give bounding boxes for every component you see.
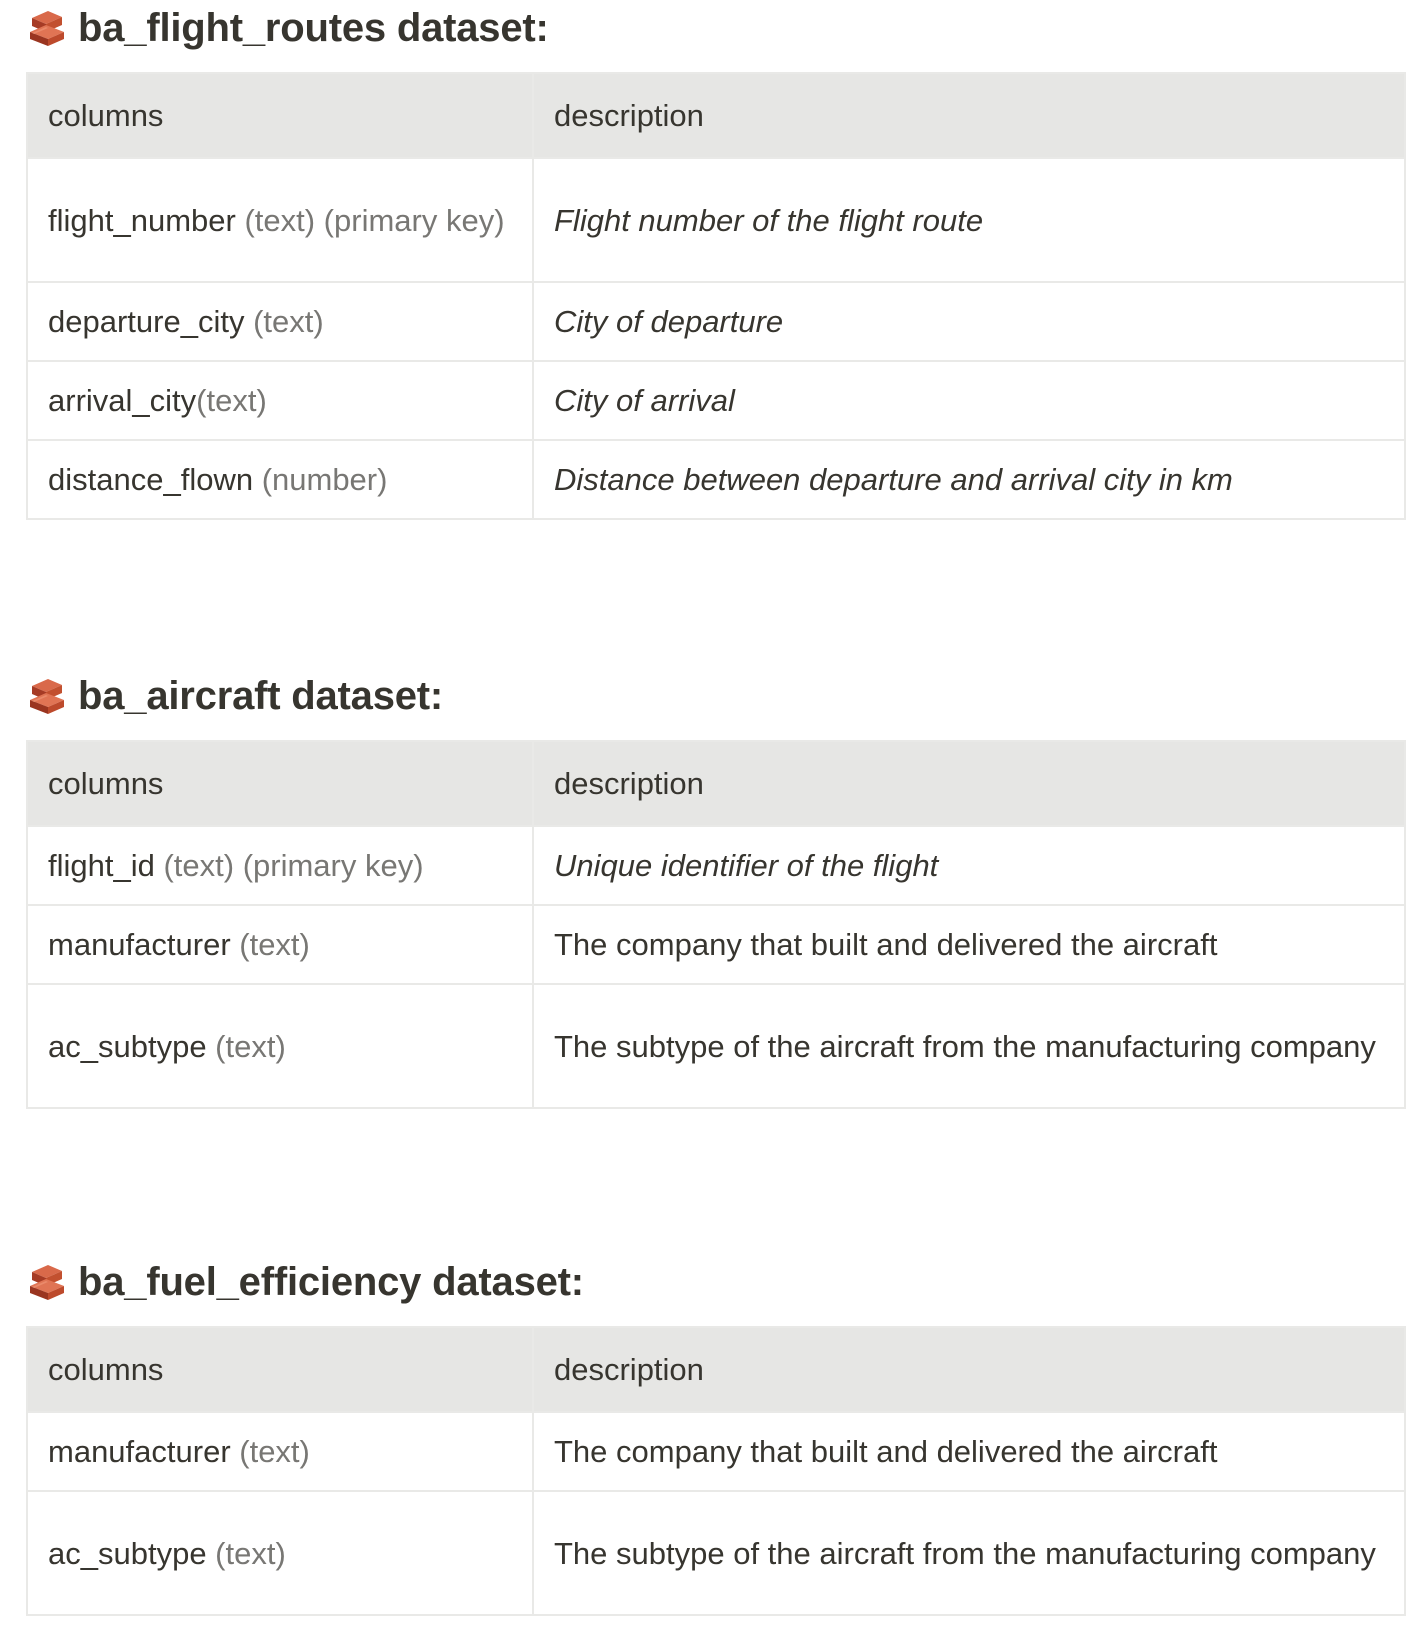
column-type: (text)	[206, 1535, 286, 1571]
table-row	[27, 158, 1405, 282]
bricks-icon	[26, 1262, 68, 1302]
table-header-row	[27, 73, 1405, 158]
column-cell	[27, 905, 533, 984]
column-type: (text)	[230, 1434, 310, 1469]
description-cell: The company that built and delivered the aircraft	[533, 1412, 1405, 1491]
column-type: (text)	[244, 304, 324, 339]
column-type: (text)	[206, 1028, 286, 1064]
bricks-icon	[26, 8, 68, 48]
column-cell	[27, 361, 533, 440]
column-cell	[27, 440, 533, 519]
section-title	[26, 668, 1404, 724]
section-title-text: ba_aircraft dataset:	[78, 673, 444, 718]
description-cell: The subtype of the aircraft from the manufacturing company	[533, 984, 1405, 1108]
column-type: (number)	[253, 462, 388, 497]
column-name: manufacturer	[48, 927, 231, 962]
description-header: description	[533, 73, 1405, 158]
table-header-row	[27, 1327, 1405, 1412]
column-type: (text) (primary key)	[154, 848, 424, 883]
columns-header: columns	[27, 741, 533, 826]
column-name: distance_flown	[48, 462, 254, 497]
column-type: (text) (primary key)	[235, 202, 505, 238]
column-name: departure_city	[48, 304, 245, 339]
column-type: (text)	[196, 383, 267, 418]
description-cell: City of departure	[533, 282, 1405, 361]
description-cell: Flight number of the flight route	[533, 158, 1405, 282]
columns-header: columns	[27, 73, 533, 158]
section-ba-fuel-efficiency	[26, 1254, 1404, 1616]
table-row	[27, 1491, 1405, 1615]
section-ba-aircraft	[26, 668, 1404, 1109]
description-header: description	[533, 1327, 1405, 1412]
column-name: manufacturer	[48, 1434, 231, 1469]
description-cell: Unique identifier of the flight	[533, 826, 1405, 905]
description-cell: Distance between departure and arrival city in km	[533, 440, 1405, 519]
column-name: ac_subtype	[48, 1028, 207, 1064]
schema-table	[26, 740, 1406, 1109]
table-row	[27, 440, 1405, 519]
column-name: arrival_city	[48, 383, 197, 418]
table-row	[27, 826, 1405, 905]
table-row	[27, 282, 1405, 361]
columns-header: columns	[27, 1327, 533, 1412]
section-title	[26, 0, 1404, 56]
bricks-icon	[26, 676, 68, 716]
table-row	[27, 984, 1405, 1108]
table-row	[27, 361, 1405, 440]
schema-table	[26, 1326, 1406, 1616]
schema-table	[26, 72, 1406, 520]
column-type: (text)	[230, 927, 310, 962]
column-cell	[27, 1412, 533, 1491]
column-cell	[27, 158, 533, 282]
column-cell	[27, 282, 533, 361]
table-row	[27, 905, 1405, 984]
table-header-row	[27, 741, 1405, 826]
column-cell	[27, 826, 533, 905]
column-name: ac_subtype	[48, 1535, 207, 1571]
description-cell: The company that built and delivered the aircraft	[533, 905, 1405, 984]
section-ba-flight-routes	[26, 0, 1404, 520]
column-name: flight_id	[48, 848, 155, 883]
column-cell	[27, 1491, 533, 1615]
description-header: description	[533, 741, 1405, 826]
table-row	[27, 1412, 1405, 1491]
description-cell: The subtype of the aircraft from the manufacturing company	[533, 1491, 1405, 1615]
column-cell	[27, 984, 533, 1108]
description-cell: City of arrival	[533, 361, 1405, 440]
section-title	[26, 1254, 1404, 1310]
section-title-text: ba_flight_routes dataset:	[78, 5, 549, 50]
column-name: flight_number	[48, 202, 236, 238]
section-title-text: ba_fuel_efficiency dataset:	[78, 1259, 584, 1304]
